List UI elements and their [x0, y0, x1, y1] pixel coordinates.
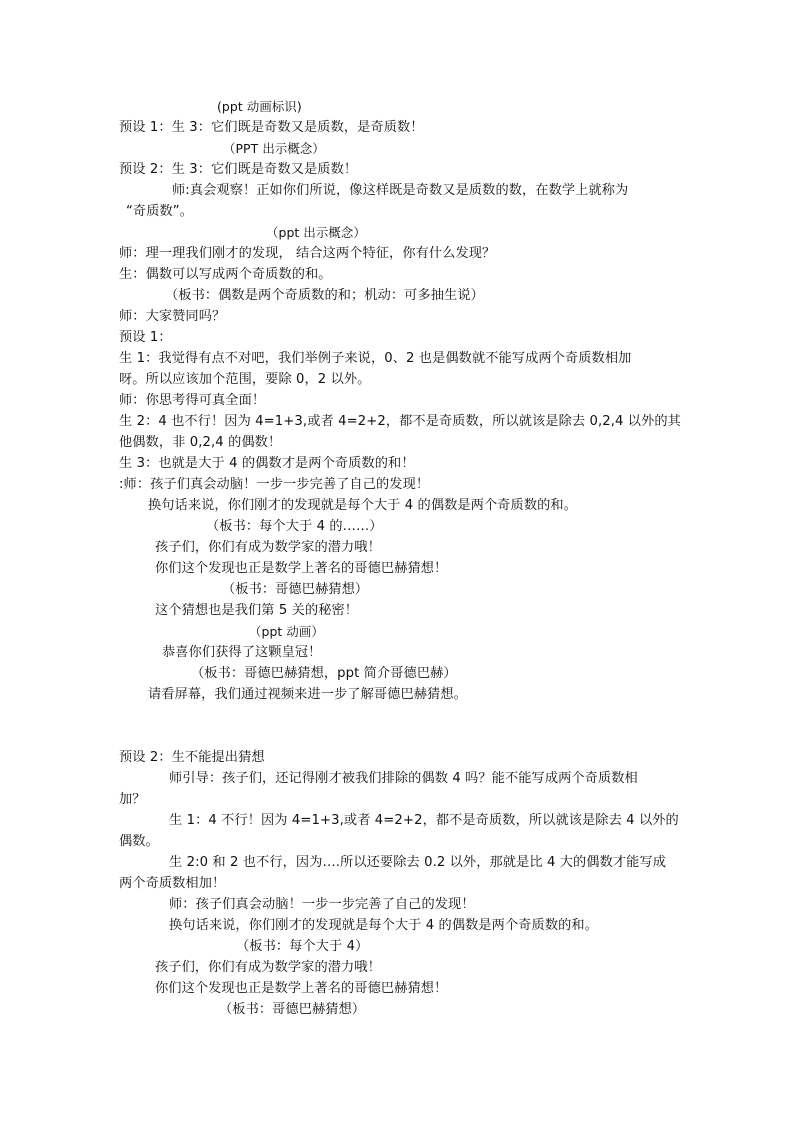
text-line: 他偶数，非 0,2,4 的偶数！	[119, 435, 282, 450]
text-line: 生 1：我觉得有点不对吧，我们举例子来说，0、2 也是偶数就不能写成两个奇质数相加	[119, 351, 632, 366]
text-line: 生 2:0 和 2 也不行，因为….所以还要除去 0.2 以外，那就是比 4 大的偶数才能写成	[169, 855, 667, 870]
text-line: 预设 1：	[119, 330, 172, 345]
text-line: （PPT 出示概念）	[223, 141, 325, 156]
text-line: 生：偶数可以写成两个奇质数的和。	[119, 267, 332, 282]
text-line: 生 1：4 不行！因为 4=1+3,或者 4=2+2，都不是奇质数，所以就该是除去 4 以外的	[169, 813, 679, 828]
text-line: 两个奇质数相加！	[119, 876, 226, 891]
text-line: 孩子们，你们有成为数学家的潜力哦！	[155, 540, 381, 555]
text-line: （ppt 动画）	[249, 624, 324, 639]
text-line: （板书：偶数是两个奇质数的和；机动：可多抽生说）	[165, 288, 484, 303]
text-line: 恭喜你们获得了这颗皇冠！	[162, 645, 322, 660]
text-line: （ppt 出示概念）	[266, 225, 366, 240]
text-line: 这个猜想也是我们第 5 关的秘密！	[155, 603, 359, 618]
text-line: 加？	[119, 792, 146, 807]
text-line: :师：孩子们真会动脑！一步一步完善了自己的发现！	[119, 477, 430, 492]
text-line: （板书：哥德巴赫猜想）	[219, 1002, 366, 1017]
text-line: 孩子们，你们有成为数学家的潜力哦！	[155, 960, 381, 975]
text-line: 生 3：也就是大于 4 的偶数才是两个奇质数的和！	[119, 456, 415, 471]
text-line: 师:真会观察！正如你们所说，像这样既是奇数又是质数的数，在数学上就称为	[172, 183, 629, 198]
text-line: 预设 2：生 3：它们既是奇数又是质数！	[119, 162, 358, 177]
text-line: 师：你思考得可真全面！	[119, 393, 266, 408]
text-line: 你们这个发现也正是数学上著名的哥德巴赫猜想！	[155, 981, 448, 996]
text-line: 师引导：孩子们，还记得刚才被我们排除的偶数 4 吗？能不能写成两个奇质数相	[169, 771, 638, 786]
text-line: 师：孩子们真会动脑！一步一步完善了自己的发现！	[169, 897, 475, 912]
text-line: “奇质数”。	[126, 204, 194, 219]
text-line: (ppt 动画标识)	[217, 99, 302, 114]
text-line: 师：大家赞同吗？	[119, 309, 226, 324]
text-line: 预设 2：生不能提出猜想	[119, 750, 265, 765]
text-line: 换句话来说，你们刚才的发现就是每个大于 4 的偶数是两个奇质数的和。	[148, 498, 577, 513]
text-line: （板书：哥德巴赫猜想，ppt 简介哥德巴赫）	[191, 666, 457, 681]
text-line: 你们这个发现也正是数学上著名的哥德巴赫猜想！	[155, 561, 448, 576]
text-line: 请看屏幕，我们通过视频来进一步了解哥德巴赫猜想。	[148, 687, 467, 702]
text-line: 师：理一理我们刚才的发现， 结合这两个特征，你有什么发现？	[119, 246, 496, 261]
text-line: 预设 1：生 3：它们既是奇数又是质数，是奇质数！	[119, 120, 424, 135]
text-line: 换句话来说，你们刚才的发现就是每个大于 4 的偶数是两个奇质数的和。	[169, 918, 598, 933]
text-line: 呀。所以应该加个范围，要除 0，2 以外。	[119, 372, 371, 387]
text-line: 偶数。	[119, 834, 159, 849]
text-line: （板书：哥德巴赫猜想）	[222, 582, 369, 597]
text-line: （板书：每个大于 4）	[236, 939, 369, 954]
text-line: 生 2：4 也不行！因为 4=1+3,或者 4=2+2，都不是奇质数，所以就该是除去 0,2,4 以外的其	[119, 414, 681, 429]
text-line: （板书：每个大于 4 的……）	[206, 519, 383, 534]
